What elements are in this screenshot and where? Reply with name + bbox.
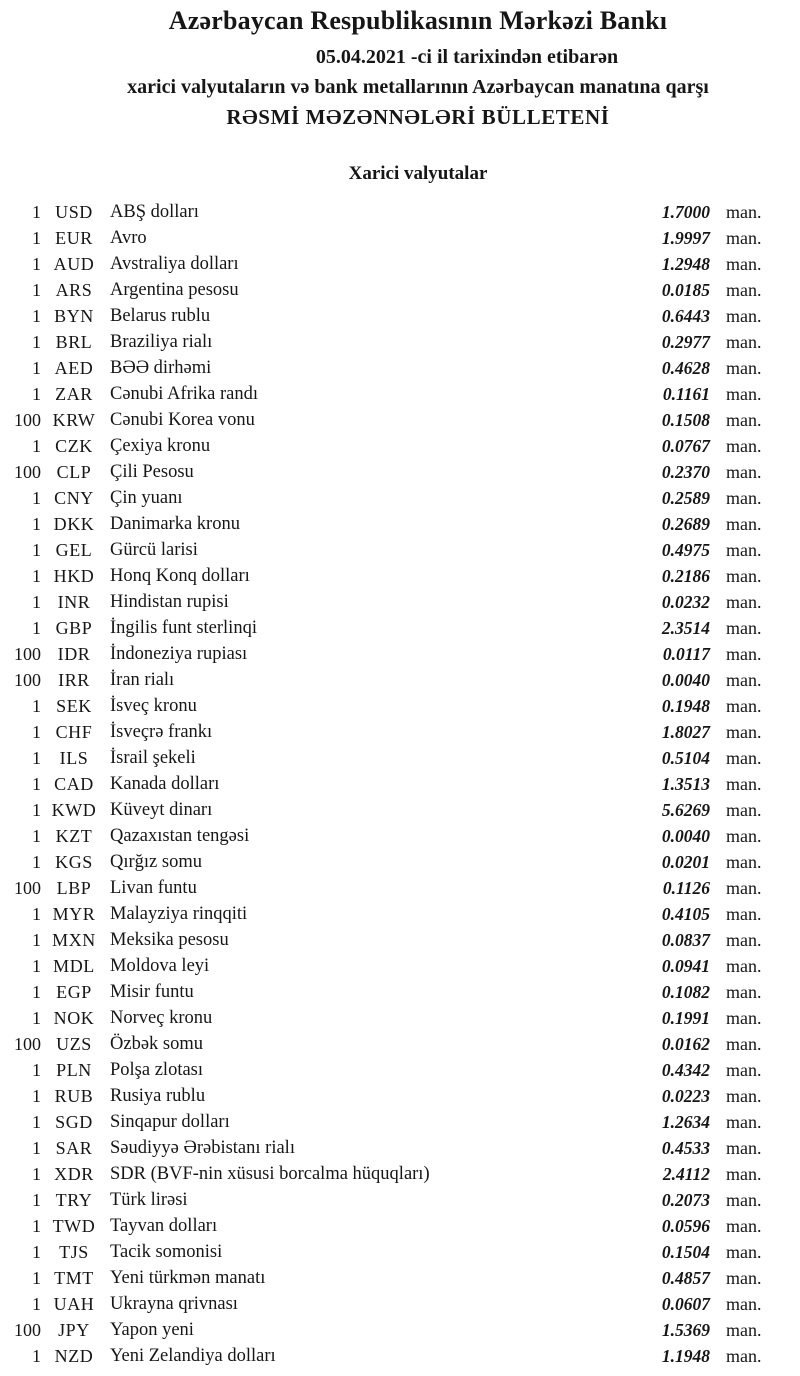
currency-quantity: 100 [14, 670, 41, 690]
unit-label: man. [726, 1294, 762, 1314]
effective-date-line: 05.04.2021 -ci il tarixindən etibarən [315, 46, 619, 68]
currency-name: Hindistan rupisi [110, 592, 229, 612]
currency-code: GBP [55, 618, 93, 638]
unit-label: man. [726, 306, 762, 326]
rate-row [0, 407, 770, 433]
rate-row [0, 589, 770, 615]
currency-quantity: 1 [32, 280, 41, 300]
unit-label: man. [726, 254, 762, 274]
currency-name: BƏƏ dirhəmi [110, 358, 212, 378]
currency-code: SAR [55, 1138, 93, 1158]
unit-label: man. [726, 826, 762, 846]
currency-code: INR [57, 592, 91, 612]
rate-value: 1.2634 [661, 1112, 710, 1132]
currency-name: Qırğız somu [110, 852, 202, 872]
currency-quantity: 1 [32, 228, 41, 248]
rate-row [0, 1135, 770, 1161]
currency-code: MYR [52, 904, 96, 924]
currency-quantity: 1 [32, 618, 41, 638]
unit-label: man. [726, 1112, 762, 1132]
currency-name: Ukrayna qrivnası [110, 1294, 238, 1314]
rate-row [0, 719, 770, 745]
rate-value: 2.4112 [662, 1164, 710, 1184]
rate-value: 0.0162 [661, 1034, 710, 1054]
unit-label: man. [726, 930, 762, 950]
currency-quantity: 1 [32, 1086, 41, 1106]
currency-code: NOK [53, 1008, 95, 1028]
section-title-foreign-currencies: Xarici valyutalar [348, 163, 488, 184]
currency-quantity: 1 [32, 1008, 41, 1028]
currency-name: İngilis funt sterlinqi [110, 618, 257, 638]
rate-row [0, 381, 770, 407]
rate-value: 0.0201 [661, 852, 710, 872]
rate-value: 0.4975 [661, 540, 710, 560]
rate-value: 0.2073 [661, 1190, 710, 1210]
currency-code: SEK [56, 696, 92, 716]
rate-value: 0.2977 [661, 332, 710, 352]
currency-quantity: 1 [32, 748, 41, 768]
rate-row [0, 771, 770, 797]
currency-quantity: 1 [32, 202, 41, 222]
rate-row [0, 953, 770, 979]
rate-row [0, 823, 770, 849]
currency-code: USD [55, 202, 93, 222]
currency-code: IRR [58, 670, 90, 690]
currency-quantity: 1 [32, 1164, 41, 1184]
unit-label: man. [726, 1190, 762, 1210]
currency-code: JPY [58, 1320, 90, 1340]
currency-quantity: 1 [32, 540, 41, 560]
rate-value: 0.4105 [661, 904, 710, 924]
rate-row [0, 1317, 770, 1343]
currency-code: TJS [59, 1242, 89, 1262]
rate-value: 5.6269 [661, 800, 710, 820]
currency-quantity: 1 [32, 930, 41, 950]
unit-label: man. [726, 878, 762, 898]
unit-label: man. [726, 1320, 762, 1340]
unit-label: man. [726, 488, 762, 508]
unit-label: man. [726, 618, 762, 638]
currency-quantity: 1 [32, 1242, 41, 1262]
currency-name: Çexiya kronu [110, 436, 211, 456]
rate-row [0, 927, 770, 953]
rate-value: 0.1126 [662, 878, 710, 898]
rate-row [0, 1265, 770, 1291]
rate-row [0, 199, 770, 225]
currency-name: ABŞ dolları [110, 202, 199, 222]
rate-value: 1.7000 [661, 202, 710, 222]
currency-quantity: 1 [32, 1268, 41, 1288]
document-header [0, 0, 800, 130]
currency-quantity: 100 [14, 644, 41, 664]
currency-name: Avro [110, 228, 147, 248]
rate-row [0, 849, 770, 875]
rate-value: 0.0596 [661, 1216, 710, 1236]
currency-code: SGD [55, 1112, 93, 1132]
unit-label: man. [726, 410, 762, 430]
rate-row [0, 459, 770, 485]
rate-value: 0.4342 [661, 1060, 710, 1080]
currency-code: DKK [53, 514, 95, 534]
currency-name: Gürcü larisi [110, 540, 198, 560]
currency-code: CAD [54, 774, 94, 794]
currency-quantity: 1 [32, 800, 41, 820]
currency-name: Türk lirəsi [110, 1190, 188, 1210]
rate-row [0, 563, 770, 589]
currency-code: IDR [57, 644, 91, 664]
currency-name: Braziliya rialı [110, 332, 213, 352]
rate-value: 0.1504 [661, 1242, 710, 1262]
currency-quantity: 1 [32, 852, 41, 872]
currency-code: TWD [52, 1216, 96, 1236]
rate-value: 0.4628 [661, 358, 710, 378]
currency-name: İsrail şekeli [110, 748, 196, 768]
rate-value: 0.0607 [661, 1294, 710, 1314]
currency-name: Malayziya rinqqiti [110, 904, 248, 924]
rate-row [0, 1031, 770, 1057]
currency-quantity: 1 [32, 956, 41, 976]
currency-quantity: 1 [32, 384, 41, 404]
currency-code: XDR [54, 1164, 94, 1184]
currency-code: TMT [54, 1268, 94, 1288]
currency-quantity: 1 [32, 904, 41, 924]
rate-row [0, 511, 770, 537]
currency-name: Danimarka kronu [110, 514, 240, 534]
currency-quantity: 1 [32, 696, 41, 716]
currency-name: Çili Pesosu [110, 462, 194, 482]
currency-name: Livan funtu [110, 878, 197, 898]
rate-row [0, 1109, 770, 1135]
currency-name: Çin yuanı [110, 488, 183, 508]
currency-quantity: 1 [32, 1190, 41, 1210]
rate-row [0, 875, 770, 901]
unit-label: man. [726, 1346, 762, 1366]
rate-value: 0.1508 [661, 410, 710, 430]
bulletin-title: RƏSMİ MƏZƏNNƏLƏRİ BÜLLETENİ [226, 105, 610, 129]
currency-code: LBP [56, 878, 92, 898]
bank-title: Azərbaycan Respublikasının Mərkəzi Bankı [168, 6, 668, 35]
rate-row [0, 537, 770, 563]
currency-code: CLP [56, 462, 92, 482]
rate-row [0, 615, 770, 641]
currency-quantity: 1 [32, 826, 41, 846]
currency-quantity: 1 [32, 1346, 41, 1366]
rate-value: 0.1948 [661, 696, 710, 716]
currency-quantity: 100 [14, 410, 41, 430]
rate-value: 0.0837 [661, 930, 710, 950]
rate-value: 0.4533 [661, 1138, 710, 1158]
rate-row [0, 693, 770, 719]
unit-label: man. [726, 774, 762, 794]
currency-name: İsveç kronu [110, 696, 197, 716]
currency-name: İndoneziya rupiası [110, 644, 248, 664]
currency-code: ZAR [55, 384, 93, 404]
rate-value: 1.9997 [661, 228, 710, 248]
currency-code: KWD [51, 800, 97, 820]
rate-row [0, 1083, 770, 1109]
currency-code: CNY [54, 488, 94, 508]
bulletin-subtitle: xarici valyutaların və bank metallarının Azərbaycan manatına qarşı [127, 76, 709, 98]
unit-label: man. [726, 462, 762, 482]
currency-quantity: 1 [32, 1138, 41, 1158]
currency-code: MDL [53, 956, 95, 976]
currency-code: UZS [56, 1034, 92, 1054]
unit-label: man. [726, 540, 762, 560]
currency-name: Honq Konq dolları [110, 566, 250, 586]
currency-quantity: 1 [32, 254, 41, 274]
rate-value: 0.5104 [661, 748, 710, 768]
unit-label: man. [726, 592, 762, 612]
rate-value: 0.0767 [661, 436, 710, 456]
currency-code: TRY [55, 1190, 93, 1210]
unit-label: man. [726, 1138, 762, 1158]
currency-name: Səudiyyə Ərəbistanı rialı [110, 1138, 295, 1158]
unit-label: man. [726, 1008, 762, 1028]
currency-quantity: 100 [14, 1320, 41, 1340]
rate-row [0, 1005, 770, 1031]
rate-row [0, 329, 770, 355]
currency-name: Tayvan dolları [110, 1216, 218, 1236]
currency-code: EUR [55, 228, 93, 248]
rate-value: 0.4857 [661, 1268, 710, 1288]
currency-name: Argentina pesosu [110, 280, 239, 300]
rate-value: 0.0040 [661, 826, 710, 846]
currency-name: Yeni Zelandiya dolları [110, 1346, 276, 1366]
currency-code: RUB [54, 1086, 94, 1106]
unit-label: man. [726, 722, 762, 742]
rate-row [0, 667, 770, 693]
unit-label: man. [726, 956, 762, 976]
rate-value: 1.8027 [661, 722, 710, 742]
currency-name: SDR (BVF-nin xüsusi borcalma hüquqları) [110, 1164, 430, 1184]
unit-label: man. [726, 748, 762, 768]
currency-code: BYN [54, 306, 94, 326]
unit-label: man. [726, 202, 762, 222]
rate-row [0, 1239, 770, 1265]
rate-value: 0.0223 [661, 1086, 710, 1106]
rate-row [0, 1343, 770, 1369]
currency-name: Tacik somonisi [110, 1242, 223, 1262]
rate-row [0, 1187, 770, 1213]
currency-code: GEL [55, 540, 93, 560]
rate-value: 2.3514 [661, 618, 710, 638]
currency-quantity: 1 [32, 1112, 41, 1132]
unit-label: man. [726, 332, 762, 352]
currency-quantity: 1 [32, 566, 41, 586]
rate-row [0, 251, 770, 277]
rate-row [0, 1213, 770, 1239]
rate-value: 1.2948 [661, 254, 710, 274]
unit-label: man. [726, 696, 762, 716]
currency-name: Moldova leyi [110, 956, 210, 976]
currency-name: Yapon yeni [110, 1320, 194, 1340]
rate-row [0, 901, 770, 927]
currency-code: PLN [56, 1060, 92, 1080]
currency-name: Norveç kronu [110, 1008, 213, 1028]
currency-code: KZT [55, 826, 93, 846]
rate-row [0, 485, 770, 511]
currency-quantity: 1 [32, 1216, 41, 1236]
unit-label: man. [726, 852, 762, 872]
rate-value: 0.6443 [661, 306, 710, 326]
unit-label: man. [726, 384, 762, 404]
currency-code: CZK [55, 436, 93, 456]
unit-label: man. [726, 514, 762, 534]
currency-quantity: 1 [32, 722, 41, 742]
currency-quantity: 100 [14, 462, 41, 482]
rates-table [0, 199, 770, 1369]
rate-row [0, 1291, 770, 1317]
unit-label: man. [726, 1034, 762, 1054]
rate-row [0, 979, 770, 1005]
unit-label: man. [726, 358, 762, 378]
currency-code: BRL [55, 332, 93, 352]
unit-label: man. [726, 800, 762, 820]
rate-value: 0.2589 [661, 488, 710, 508]
currency-name: Rusiya rublu [110, 1086, 206, 1106]
currency-code: EGP [56, 982, 92, 1002]
rate-value: 0.1082 [661, 982, 710, 1002]
currency-code: NZD [54, 1346, 94, 1366]
currency-code: CHF [55, 722, 93, 742]
currency-name: Sinqapur dolları [110, 1112, 230, 1132]
unit-label: man. [726, 982, 762, 1002]
rate-value: 1.1948 [661, 1346, 710, 1366]
unit-label: man. [726, 1216, 762, 1236]
currency-name: Belarus rublu [110, 306, 211, 326]
currency-quantity: 1 [32, 592, 41, 612]
currency-code: MXN [52, 930, 96, 950]
currency-code: HKD [53, 566, 95, 586]
unit-label: man. [726, 280, 762, 300]
unit-label: man. [726, 1268, 762, 1288]
currency-quantity: 1 [32, 1060, 41, 1080]
rate-value: 0.2689 [661, 514, 710, 534]
currency-code: KGS [55, 852, 93, 872]
currency-quantity: 1 [32, 358, 41, 378]
rate-value: 0.1991 [661, 1008, 710, 1028]
currency-quantity: 1 [32, 332, 41, 352]
rate-row [0, 433, 770, 459]
currency-name: Avstraliya dolları [110, 254, 239, 274]
rate-row [0, 355, 770, 381]
currency-code: KRW [52, 410, 96, 430]
unit-label: man. [726, 228, 762, 248]
rate-value: 0.0040 [661, 670, 710, 690]
currency-quantity: 1 [32, 488, 41, 508]
currency-code: AED [54, 358, 94, 378]
unit-label: man. [726, 566, 762, 586]
currency-code: ARS [55, 280, 93, 300]
rate-row [0, 797, 770, 823]
rate-value: 1.5369 [661, 1320, 710, 1340]
currency-name: Kanada dolları [110, 774, 220, 794]
currency-quantity: 100 [14, 878, 41, 898]
currency-quantity: 100 [14, 1034, 41, 1054]
rate-value: 0.2186 [661, 566, 710, 586]
currency-quantity: 1 [32, 982, 41, 1002]
currency-name: Meksika pesosu [110, 930, 229, 950]
unit-label: man. [726, 1242, 762, 1262]
rate-value: 0.1161 [662, 384, 710, 404]
rate-value: 1.3513 [661, 774, 710, 794]
currency-quantity: 1 [32, 514, 41, 534]
rate-row [0, 1161, 770, 1187]
rate-value: 0.0185 [661, 280, 710, 300]
currency-name: Küveyt dinarı [110, 800, 213, 820]
rate-value: 0.2370 [661, 462, 710, 482]
currency-code: AUD [53, 254, 95, 274]
currency-name: Cənubi Afrika randı [110, 384, 258, 404]
currency-quantity: 1 [32, 1294, 41, 1314]
currency-name: Qazaxıstan tengəsi [110, 826, 250, 846]
currency-name: Yeni türkmən manatı [110, 1268, 266, 1288]
unit-label: man. [726, 670, 762, 690]
currency-name: Özbək somu [110, 1034, 203, 1054]
currency-name: İran rialı [110, 670, 175, 690]
rate-value: 0.0117 [662, 644, 710, 664]
currency-name: Cənubi Korea vonu [110, 410, 255, 430]
unit-label: man. [726, 436, 762, 456]
rate-row [0, 1057, 770, 1083]
currency-name: Polşa zlotası [110, 1060, 204, 1080]
rate-value: 0.0232 [661, 592, 710, 612]
rate-row [0, 641, 770, 667]
rate-row [0, 277, 770, 303]
unit-label: man. [726, 1086, 762, 1106]
rate-row [0, 303, 770, 329]
unit-label: man. [726, 644, 762, 664]
currency-name: Misir funtu [110, 982, 194, 1002]
currency-name: İsveçrə frankı [110, 722, 213, 742]
unit-label: man. [726, 1164, 762, 1184]
currency-quantity: 1 [32, 306, 41, 326]
rate-row [0, 225, 770, 251]
rate-value: 0.0941 [661, 956, 710, 976]
currency-code: ILS [59, 748, 89, 768]
unit-label: man. [726, 1060, 762, 1080]
currency-quantity: 1 [32, 436, 41, 456]
currency-code: UAH [53, 1294, 95, 1314]
unit-label: man. [726, 904, 762, 924]
rate-row [0, 745, 770, 771]
currency-quantity: 1 [32, 774, 41, 794]
